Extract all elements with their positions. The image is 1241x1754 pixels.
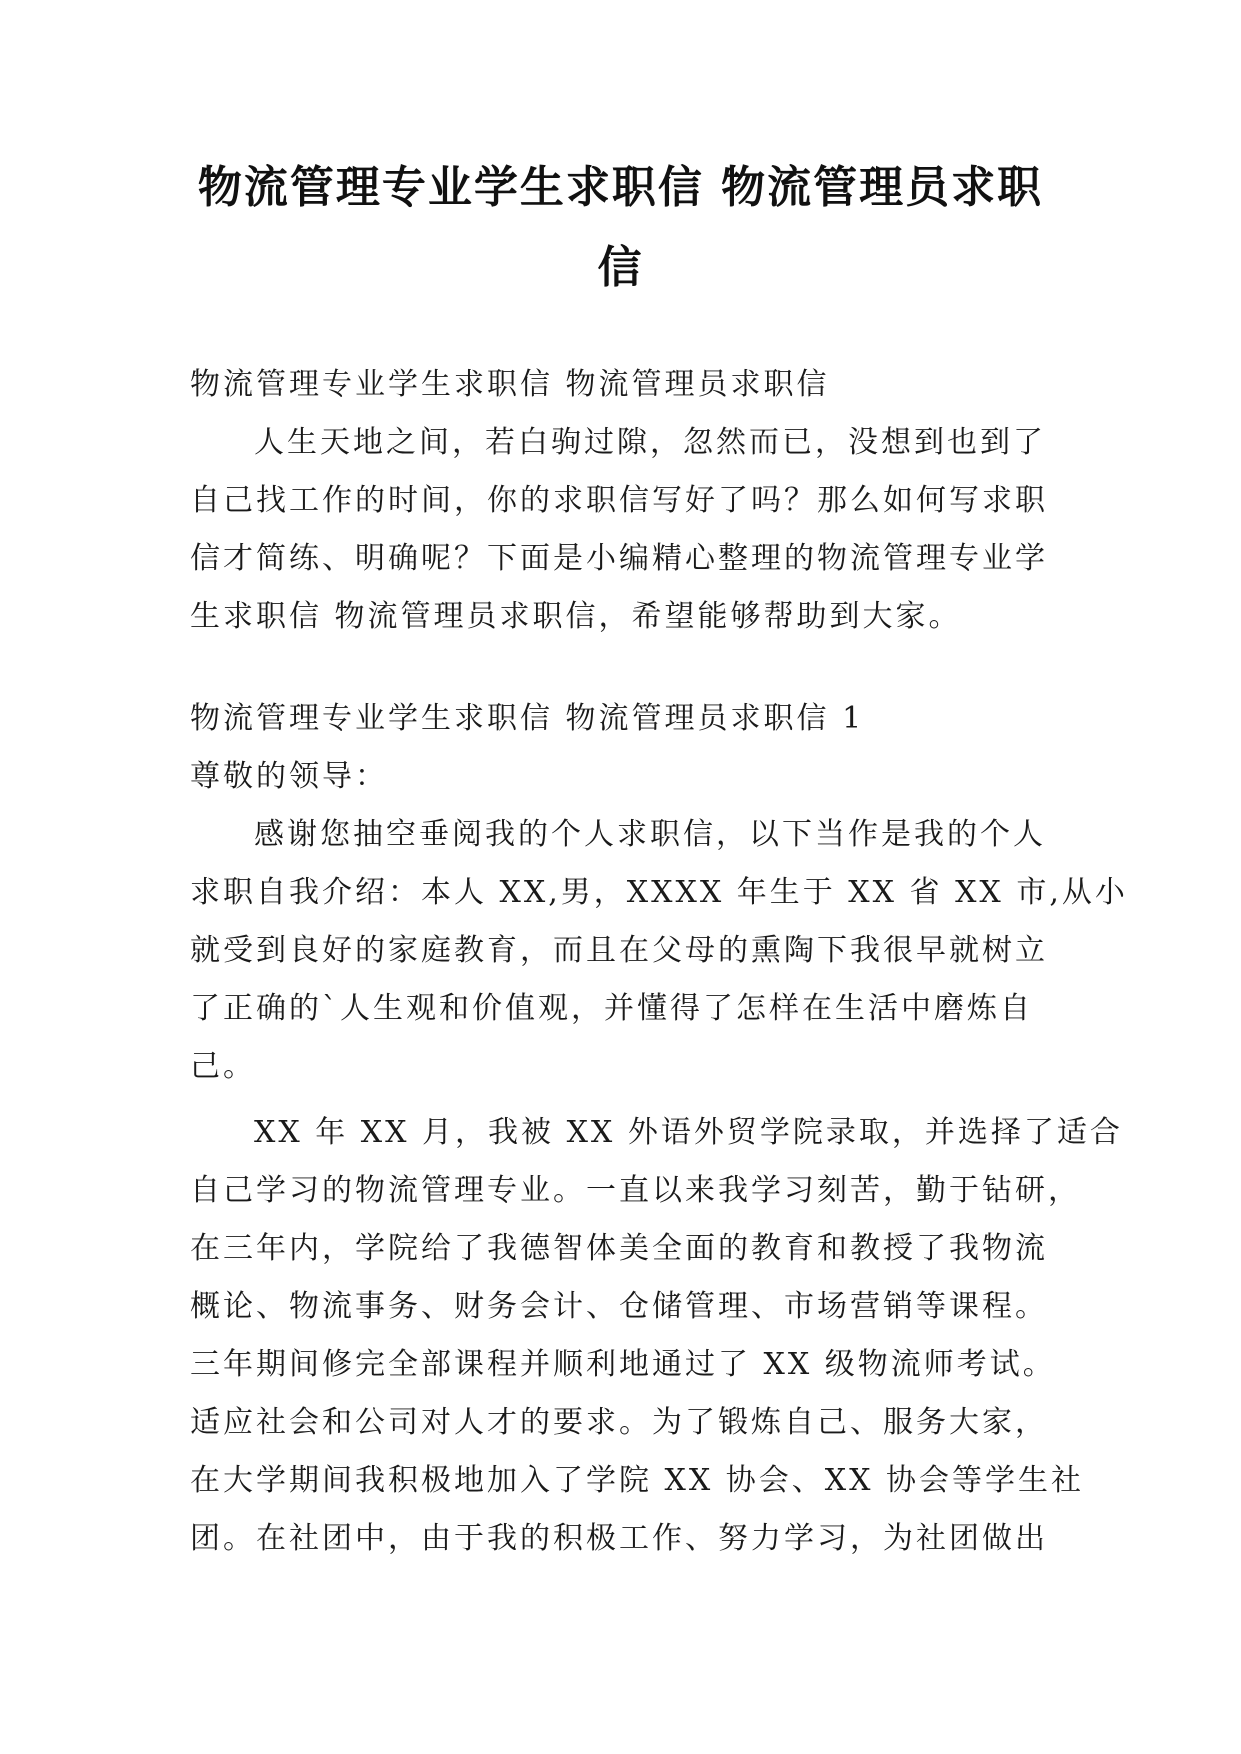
paragraph-line: 感谢您抽空垂阅我的个人求职信，以下当作是我的个人 [254,817,1046,852]
paragraph-line: XX 年 XX 月，我被 XX 外语外贸学院录取，并选择了适合 [254,1115,1123,1150]
document-title [150,148,1091,308]
intro-line: 生求职信 物流管理员求职信，希望能够帮助到大家。 [190,599,962,634]
spacer [190,1096,1050,1104]
paragraph-line: 求职自我介绍：本人 XX,男，XXXX 年生于 XX 省 XX 市,从小 [190,875,1128,910]
document-body [190,356,1128,1568]
section-heading: 物流管理专业学生求职信 物流管理员求职信 1 [190,701,865,736]
paragraph-line: 团。在社团中，由于我的积极工作、努力学习，为社团做出 [190,1521,1048,1556]
intro-line: 自己找工作的时间，你的求职信写好了吗？那么如何写求职 [190,483,1048,518]
paragraph-line: 自己学习的物流管理专业。一直以来我学习刻苦，勤于钻研， [190,1173,1081,1208]
title-line: 信 [597,242,644,293]
paragraph-line: 在大学期间我积极地加入了学院 XX 协会、XX 协会等学生社 [190,1463,1085,1498]
intro-line: 信才简练、明确呢？下面是小编精心整理的物流管理专业学 [190,541,1048,576]
title-line: 物流管理专业学生求职信 物流管理员求职 [197,162,1044,213]
paragraph-line: 适应社会和公司对人才的要求。为了锻炼自己、服务大家， [190,1405,1048,1440]
intro-heading: 物流管理专业学生求职信 物流管理员求职信 [190,367,830,402]
paragraph-line: 概论、物流事务、财务会计、仓储管理、市场营销等课程。 [190,1289,1048,1324]
paragraph-line: 三年期间修完全部课程并顺利地通过了 XX 级物流师考试。 [190,1347,1056,1382]
paragraph-line: 在三年内，学院给了我德智体美全面的教育和教授了我物流 [190,1231,1048,1266]
paragraph-line: 了正确的`人生观和价值观，并懂得了怎样在生活中磨炼自 [190,991,1033,1026]
paragraph-line: 就受到良好的家庭教育，而且在父母的熏陶下我很早就树立 [190,933,1048,968]
paragraph-line: 己。 [190,1049,256,1084]
intro-line: 人生天地之间，若白驹过隙，忽然而已，没想到也到了 [254,425,1046,460]
spacer [190,646,1050,690]
salutation: 尊敬的领导： [190,759,388,794]
